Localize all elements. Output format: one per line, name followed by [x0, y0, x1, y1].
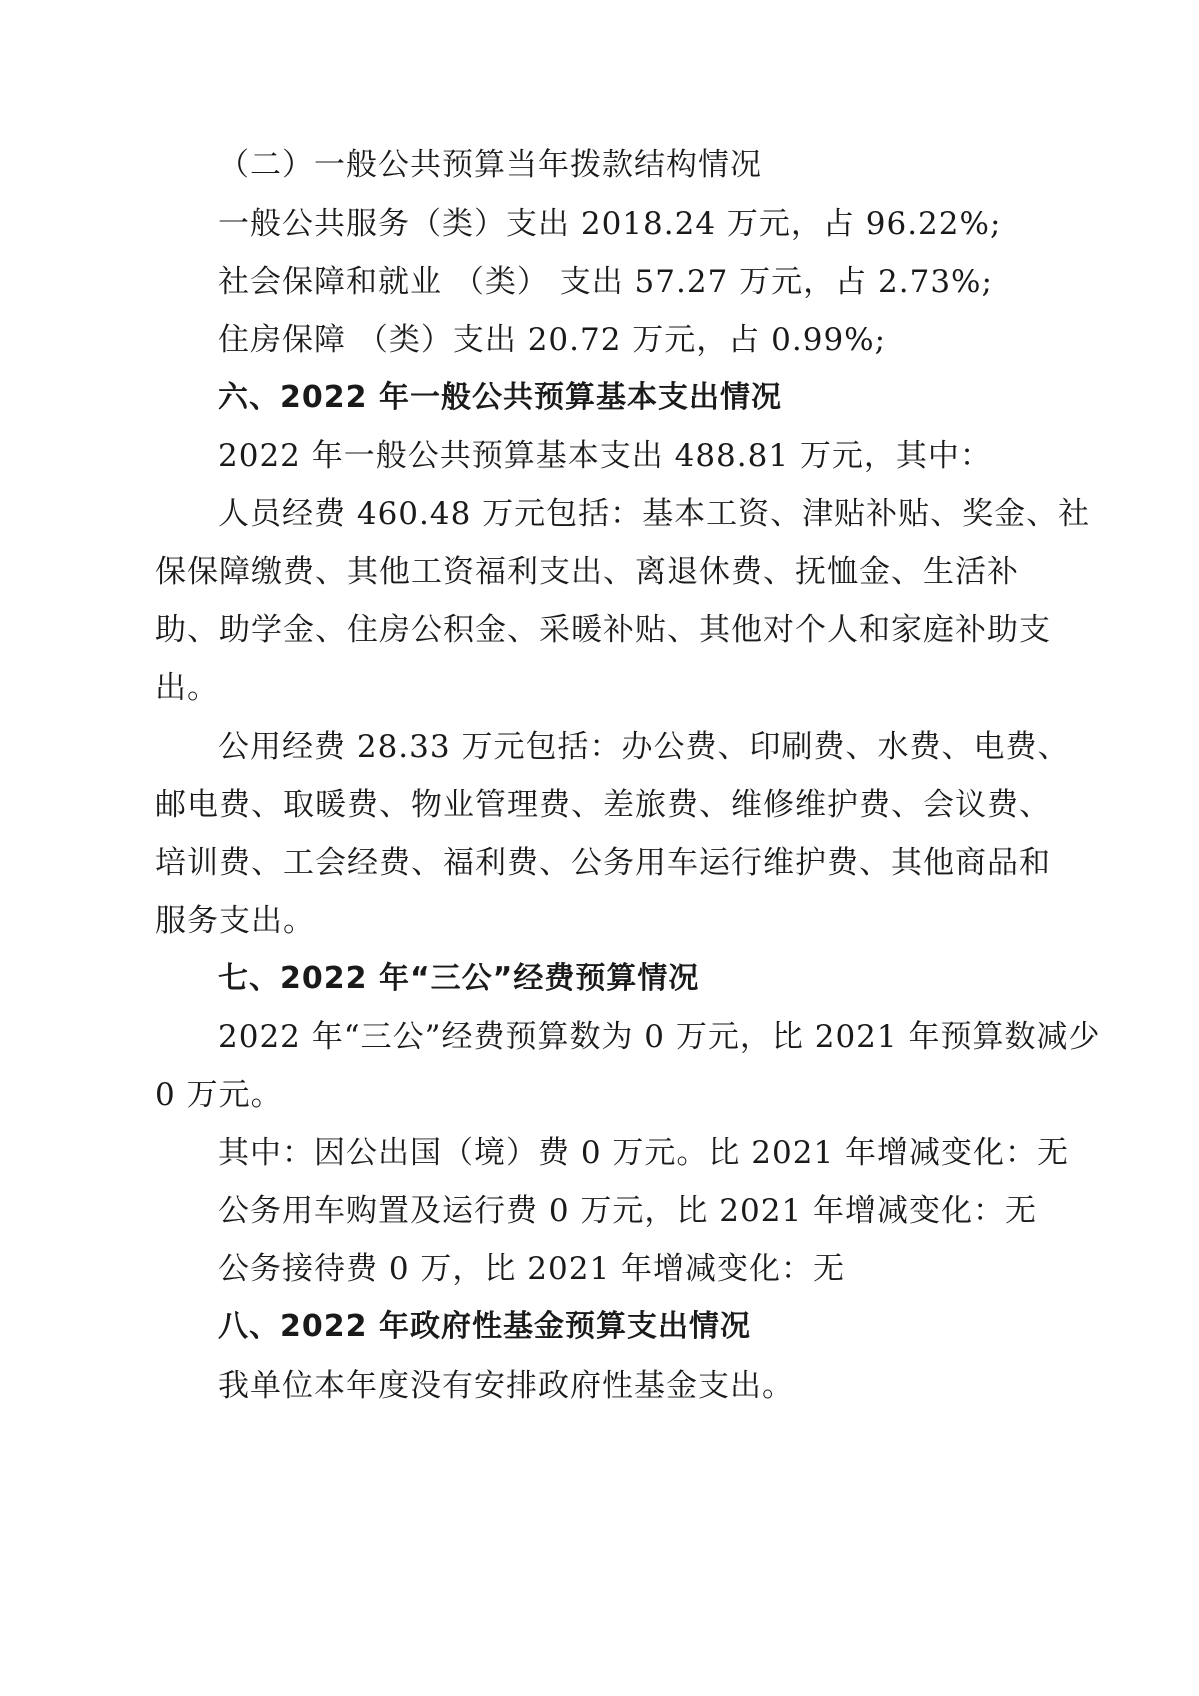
public-line-4: 服务支出。	[155, 903, 315, 939]
personnel-line-4: 出。	[155, 670, 219, 706]
section8-title: 八、2022 年政府性基金预算支出情况	[218, 1309, 751, 1344]
section7-summary-line-2: 0 万元。	[155, 1077, 283, 1113]
public-line-1: 公用经费 28.33 万元包括：办公费、印刷费、水费、电费、	[218, 729, 1070, 765]
section7-summary-line-1: 2022 年“三公”经费预算数为 0 万元，比 2021 年预算数减少	[218, 1019, 1101, 1055]
personnel-line-3: 助、助学金、住房公积金、采暖补贴、其他对个人和家庭补助支	[155, 612, 1051, 648]
section7-item-reception: 公务接待费 0 万，比 2021 年增减变化：无	[218, 1251, 846, 1287]
structure-heading: （二）一般公共预算当年拨款结构情况	[218, 147, 762, 183]
public-line-3: 培训费、工会经费、福利费、公务用车运行维护费、其他商品和	[155, 845, 1051, 881]
section6-title: 六、2022 年一般公共预算基本支出情况	[218, 380, 782, 415]
structure-item-general-services: 一般公共服务（类）支出 2018.24 万元，占 96.22%;	[218, 206, 1002, 242]
section7-item-vehicles: 公务用车购置及运行费 0 万元，比 2021 年增减变化：无	[218, 1193, 1038, 1229]
section6-intro: 2022 年一般公共预算基本支出 488.81 万元，其中：	[218, 438, 992, 474]
public-line-2: 邮电费、取暖费、物业管理费、差旅费、维修维护费、会议费、	[155, 787, 1051, 823]
section7-title: 七、2022 年“三公”经费预算情况	[218, 961, 700, 996]
section8-text: 我单位本年度没有安排政府性基金支出。	[218, 1368, 794, 1404]
structure-item-housing: 住房保障 （类）支出 20.72 万元，占 0.99%;	[218, 322, 887, 358]
personnel-line-2: 保保障缴费、其他工资福利支出、离退休费、抚恤金、生活补	[155, 554, 1019, 590]
personnel-line-1: 人员经费 460.48 万元包括：基本工资、津贴补贴、奖金、社	[218, 496, 1091, 532]
structure-item-social-security: 社会保障和就业 （类） 支出 57.27 万元，占 2.73%;	[218, 264, 993, 300]
section7-item-overseas: 其中：因公出国（境）费 0 万元。比 2021 年增减变化：无	[218, 1135, 1070, 1171]
